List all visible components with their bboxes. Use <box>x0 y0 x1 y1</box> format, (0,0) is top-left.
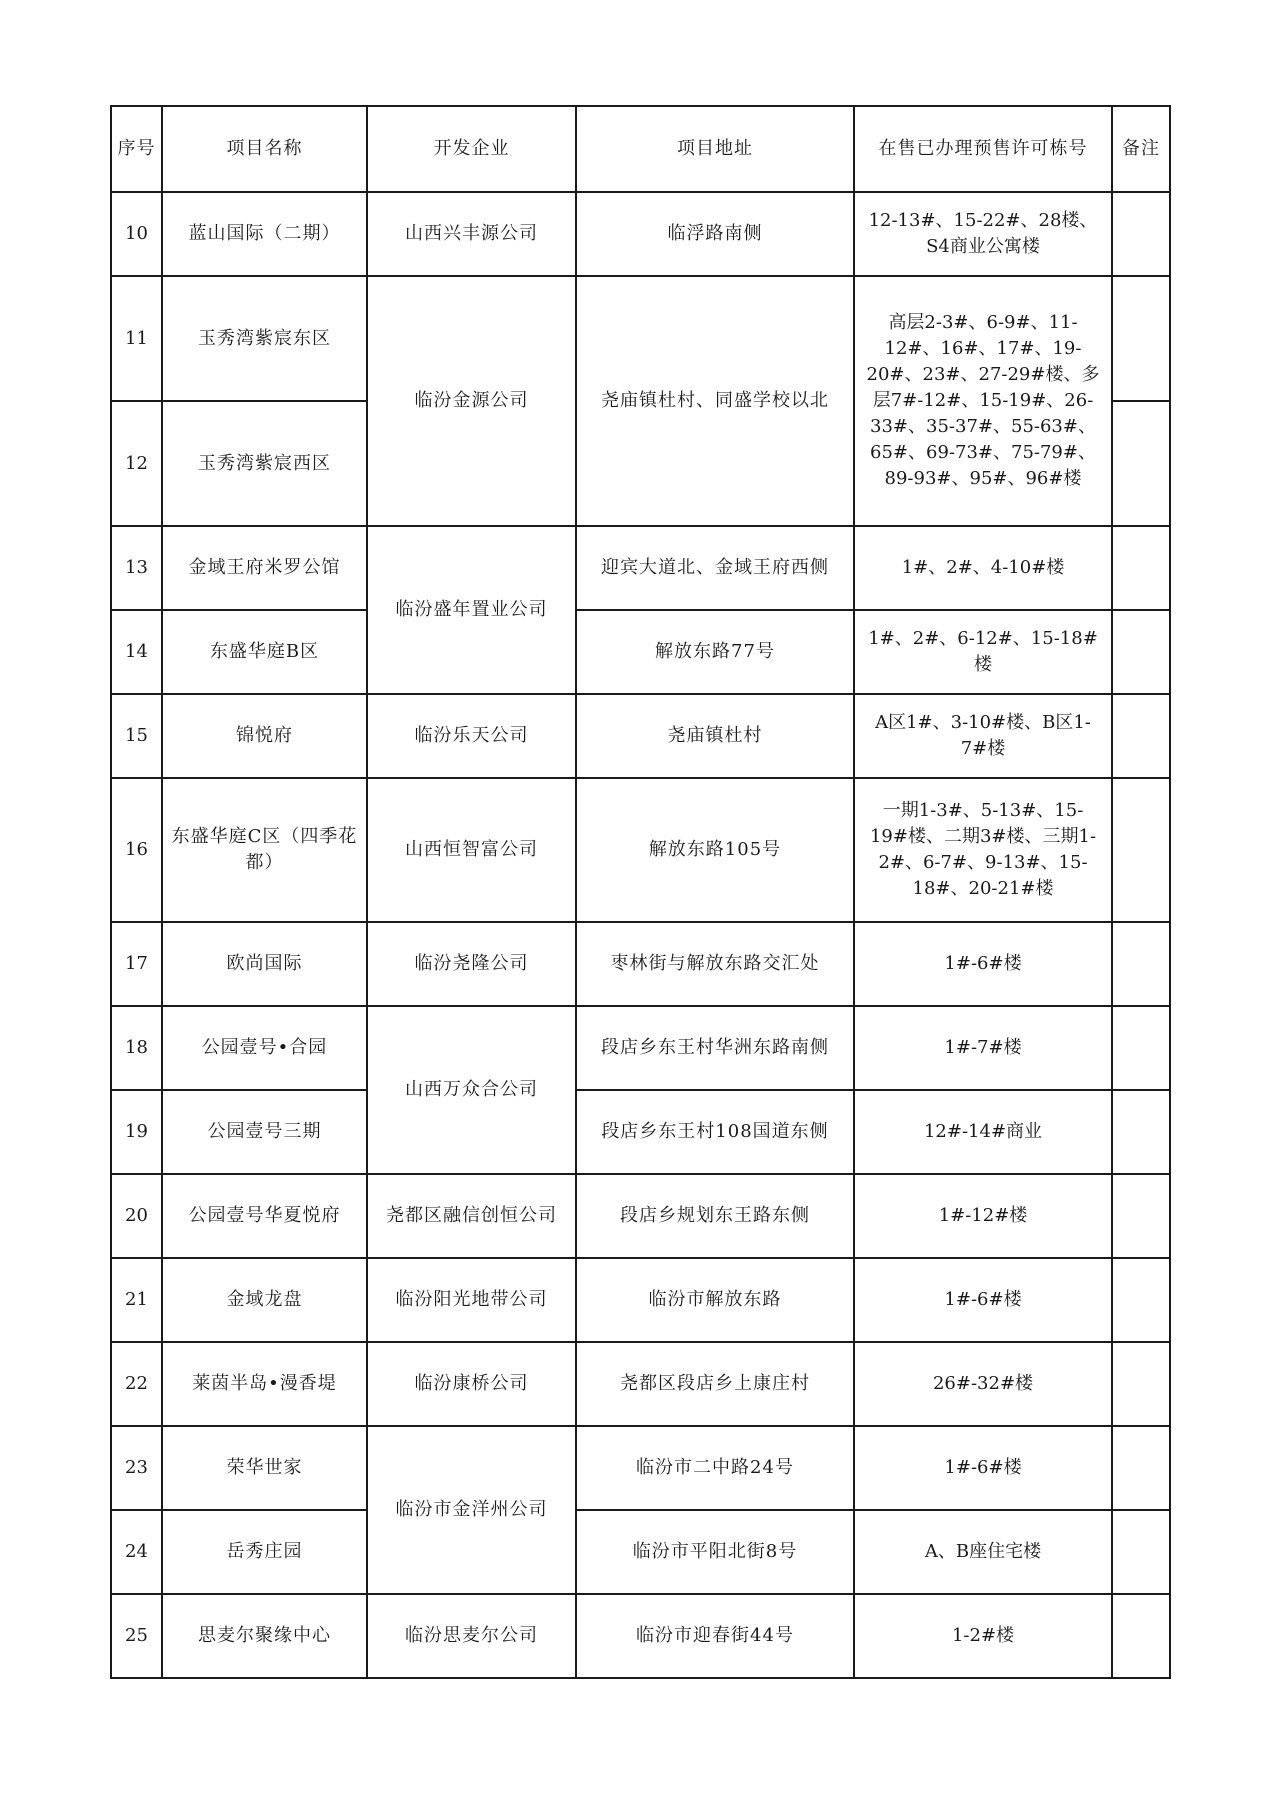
project-name: 蓝山国际（二期） <box>162 192 367 276</box>
row-number: 22 <box>111 1342 162 1426</box>
row-number: 21 <box>111 1258 162 1342</box>
address: 段店乡规划东王路东侧 <box>576 1174 854 1258</box>
note <box>1112 276 1170 401</box>
note <box>1112 192 1170 276</box>
address: 迎宾大道北、金域王府西侧 <box>576 526 854 610</box>
header-cell: 在售已办理预售许可栋号 <box>854 106 1112 192</box>
row-number: 14 <box>111 610 162 694</box>
address: 临汾市二中路24号 <box>576 1426 854 1510</box>
project-name: 东盛华庭C区（四季花都） <box>162 778 367 922</box>
developer: 尧都区融信创恒公司 <box>367 1174 576 1258</box>
row-number: 24 <box>111 1510 162 1594</box>
note <box>1112 1594 1170 1678</box>
project-table <box>110 105 1171 1679</box>
row-number: 16 <box>111 778 162 922</box>
row-number: 13 <box>111 526 162 610</box>
row-number: 12 <box>111 401 162 526</box>
developer: 山西恒智富公司 <box>367 778 576 922</box>
header-cell: 项目地址 <box>576 106 854 192</box>
project-name: 玉秀湾紫宸东区 <box>162 276 367 401</box>
developer: 临汾阳光地带公司 <box>367 1258 576 1342</box>
developer: 山西兴丰源公司 <box>367 192 576 276</box>
permit-buildings: 1#-6#楼 <box>854 922 1112 1006</box>
permit-buildings: 1#、2#、4-10#楼 <box>854 526 1112 610</box>
note <box>1112 1006 1170 1090</box>
address: 临汾市平阳北街8号 <box>576 1510 854 1594</box>
permit-buildings: 12#-14#商业 <box>854 1090 1112 1174</box>
note <box>1112 1426 1170 1510</box>
permit-buildings: A区1#、3-10#楼、B区1-7#楼 <box>854 694 1112 778</box>
permit-buildings: 一期1-3#、5-13#、15-19#楼、二期3#楼、三期1-2#、6-7#、9-13#、15-18#、20-21#楼 <box>854 778 1112 922</box>
project-name: 锦悦府 <box>162 694 367 778</box>
project-name: 岳秀庄园 <box>162 1510 367 1594</box>
row-number: 18 <box>111 1006 162 1090</box>
project-name: 金域龙盘 <box>162 1258 367 1342</box>
note <box>1112 694 1170 778</box>
row-number: 19 <box>111 1090 162 1174</box>
note <box>1112 1510 1170 1594</box>
row-number: 10 <box>111 192 162 276</box>
note <box>1112 1174 1170 1258</box>
note <box>1112 922 1170 1006</box>
note <box>1112 1090 1170 1174</box>
note <box>1112 401 1170 526</box>
address: 段店乡东王村108国道东侧 <box>576 1090 854 1174</box>
header-cell: 备注 <box>1112 106 1170 192</box>
permit-buildings: 1#-6#楼 <box>854 1426 1112 1510</box>
permit-buildings: 1#-12#楼 <box>854 1174 1112 1258</box>
permit-buildings: 12-13#、15-22#、28楼、S4商业公寓楼 <box>854 192 1112 276</box>
project-name: 欧尚国际 <box>162 922 367 1006</box>
address: 临汾市解放东路 <box>576 1258 854 1342</box>
developer: 临汾尧隆公司 <box>367 922 576 1006</box>
project-name: 莱茵半岛•漫香堤 <box>162 1342 367 1426</box>
permit-buildings: 1#-7#楼 <box>854 1006 1112 1090</box>
address: 临汾市迎春街44号 <box>576 1594 854 1678</box>
developer: 临汾乐天公司 <box>367 694 576 778</box>
table-row <box>111 1342 1170 1426</box>
project-name: 金域王府米罗公馆 <box>162 526 367 610</box>
address: 尧庙镇杜村 <box>576 694 854 778</box>
header-cell: 项目名称 <box>162 106 367 192</box>
header-cell: 开发企业 <box>367 106 576 192</box>
table-row <box>111 1594 1170 1678</box>
address: 解放东路77号 <box>576 610 854 694</box>
project-name: 公园壹号•合园 <box>162 1006 367 1090</box>
address: 临浮路南侧 <box>576 192 854 276</box>
row-number: 17 <box>111 922 162 1006</box>
address: 枣林街与解放东路交汇处 <box>576 922 854 1006</box>
table-row <box>111 1258 1170 1342</box>
address: 尧庙镇杜村、同盛学校以北 <box>576 276 854 526</box>
project-name: 东盛华庭B区 <box>162 610 367 694</box>
permit-buildings: 1-2#楼 <box>854 1594 1112 1678</box>
project-name: 公园壹号三期 <box>162 1090 367 1174</box>
row-number: 20 <box>111 1174 162 1258</box>
note <box>1112 526 1170 610</box>
project-name: 思麦尔聚缘中心 <box>162 1594 367 1678</box>
row-number: 15 <box>111 694 162 778</box>
developer: 临汾康桥公司 <box>367 1342 576 1426</box>
table-row <box>111 1510 1170 1594</box>
address: 解放东路105号 <box>576 778 854 922</box>
project-name: 公园壹号华夏悦府 <box>162 1174 367 1258</box>
permit-buildings: 1#、2#、6-12#、15-18#楼 <box>854 610 1112 694</box>
project-name: 荣华世家 <box>162 1426 367 1510</box>
permit-buildings: 26#-32#楼 <box>854 1342 1112 1426</box>
table-row <box>111 1174 1170 1258</box>
permit-buildings: 高层2-3#、6-9#、11-12#、16#、17#、19-20#、23#、27-29#楼、多层7#-12#、15-19#、26-33#、35-37#、55-63#、65#、69-73#、75-79#、89-93#、95#、96#楼 <box>854 276 1112 526</box>
row-number: 25 <box>111 1594 162 1678</box>
note <box>1112 1342 1170 1426</box>
developer: 临汾市金洋州公司 <box>367 1426 576 1594</box>
table-row <box>111 526 1170 610</box>
address: 尧都区段店乡上康庄村 <box>576 1342 854 1426</box>
table-row <box>111 1006 1170 1090</box>
header-cell: 序号 <box>111 106 162 192</box>
header-row <box>111 106 1170 192</box>
table-row <box>111 778 1170 922</box>
row-number: 11 <box>111 276 162 401</box>
table-row <box>111 1426 1170 1510</box>
note <box>1112 778 1170 922</box>
project-name: 玉秀湾紫宸西区 <box>162 401 367 526</box>
permit-buildings: 1#-6#楼 <box>854 1258 1112 1342</box>
table-row <box>111 192 1170 276</box>
developer: 临汾思麦尔公司 <box>367 1594 576 1678</box>
table-row <box>111 276 1170 401</box>
developer: 临汾金源公司 <box>367 276 576 526</box>
developer: 临汾盛年置业公司 <box>367 526 576 694</box>
table-row <box>111 610 1170 694</box>
table-row <box>111 1090 1170 1174</box>
permit-buildings: A、B座住宅楼 <box>854 1510 1112 1594</box>
row-number: 23 <box>111 1426 162 1510</box>
table-row <box>111 922 1170 1006</box>
address: 段店乡东王村华洲东路南侧 <box>576 1006 854 1090</box>
note <box>1112 1258 1170 1342</box>
table-row <box>111 694 1170 778</box>
developer: 山西万众合公司 <box>367 1006 576 1174</box>
note <box>1112 610 1170 694</box>
